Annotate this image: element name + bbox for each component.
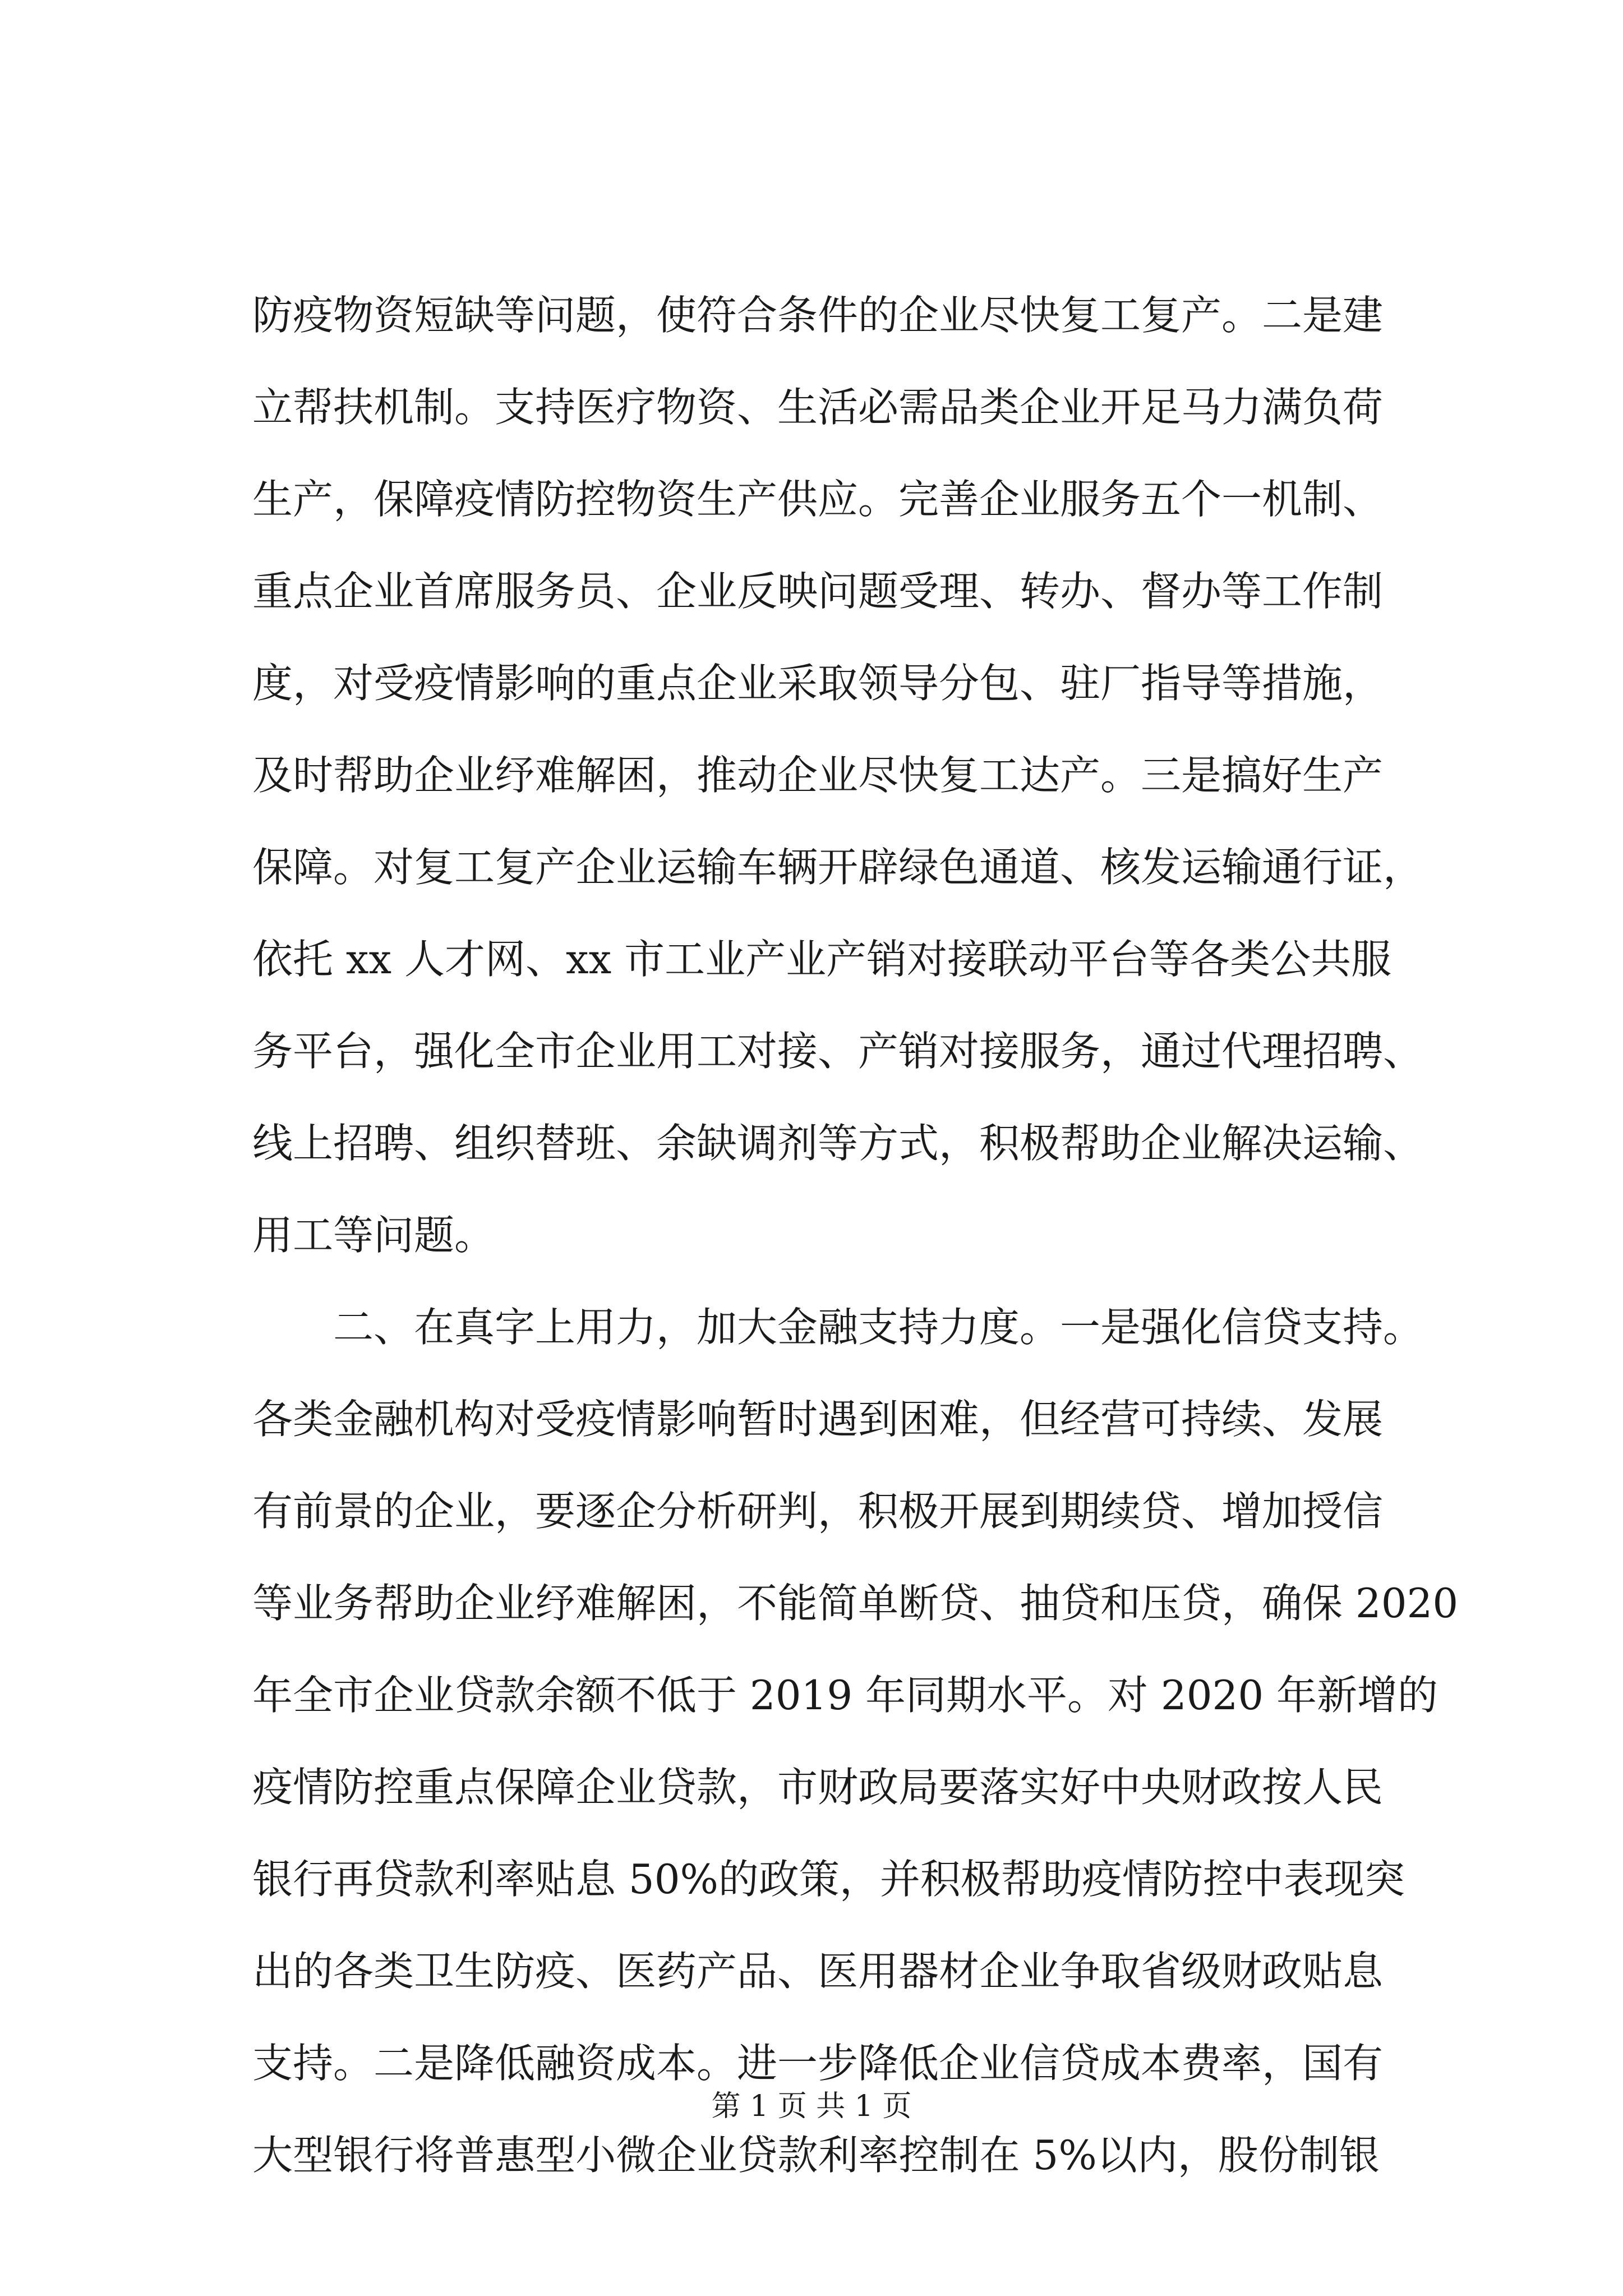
text-line: 出的各类卫生防疫、医药产品、医用器材企业争取省级财政贴息 xyxy=(252,1948,1384,1995)
text-line: 务平台，强化全市企业用工对接、产销对接服务，通过代理招聘、 xyxy=(252,1028,1424,1075)
text-line: 度，对受疫情影响的重点企业采取领导分包、驻厂指导等措施， xyxy=(252,660,1384,707)
section-heading-line: 二、在真字上用力，加大金融支持力度。一是强化信贷支持。 xyxy=(333,1304,1424,1351)
text-line: 重点企业首席服务员、企业反映问题受理、转办、督办等工作制 xyxy=(252,568,1384,615)
page-footer xyxy=(0,2087,1623,2126)
text-line: 年全市企业贷款余额不低于 2019 年同期水平。对 2020 年新增的 xyxy=(252,1672,1438,1719)
text-line: 依托 xx 人才网、xx 市工业产业产销对接联动平台等各类公共服 xyxy=(252,936,1392,983)
document-body xyxy=(252,269,1459,2201)
text-line: 银行再贷款利率贴息 50%的政策，并积极帮助疫情防控中表现突 xyxy=(252,1856,1405,1903)
text-line: 立帮扶机制。支持医疗物资、生活必需品类企业开足马力满负荷 xyxy=(252,384,1384,431)
text-line: 及时帮助企业纾难解困，推动企业尽快复工达产。三是搞好生产 xyxy=(252,752,1384,799)
text-line: 生产，保障疫情防控物资生产供应。完善企业服务五个一机制、 xyxy=(252,476,1384,523)
text-line: 防疫物资短缺等问题，使符合条件的企业尽快复工复产。二是建 xyxy=(252,292,1384,339)
paragraph-end-line: 用工等问题。 xyxy=(252,1212,495,1259)
text-line: 支持。二是降低融资成本。进一步降低企业信贷成本费率，国有 xyxy=(252,2040,1384,2087)
text-line: 有前景的企业，要逐企分析研判，积极开展到期续贷、增加授信 xyxy=(252,1488,1384,1535)
text-line: 疫情防控重点保障企业贷款，市财政局要落实好中央财政按人民 xyxy=(252,1764,1384,1811)
page-number-indicator: 第 1 页 共 1 页 xyxy=(711,2090,912,2123)
text-line: 大型银行将普惠型小微企业贷款利率控制在 5%以内，股份制银 xyxy=(252,2132,1380,2179)
text-line: 等业务帮助企业纾难解困，不能简单断贷、抽贷和压贷，确保 2020 xyxy=(252,1580,1459,1627)
text-line: 保障。对复工复产企业运输车辆开辟绿色通道、核发运输通行证， xyxy=(252,844,1424,891)
text-line: 线上招聘、组织替班、余缺调剂等方式，积极帮助企业解决运输、 xyxy=(252,1120,1424,1167)
text-line: 各类金融机构对受疫情影响暂时遇到困难，但经营可持续、发展 xyxy=(252,1396,1384,1443)
